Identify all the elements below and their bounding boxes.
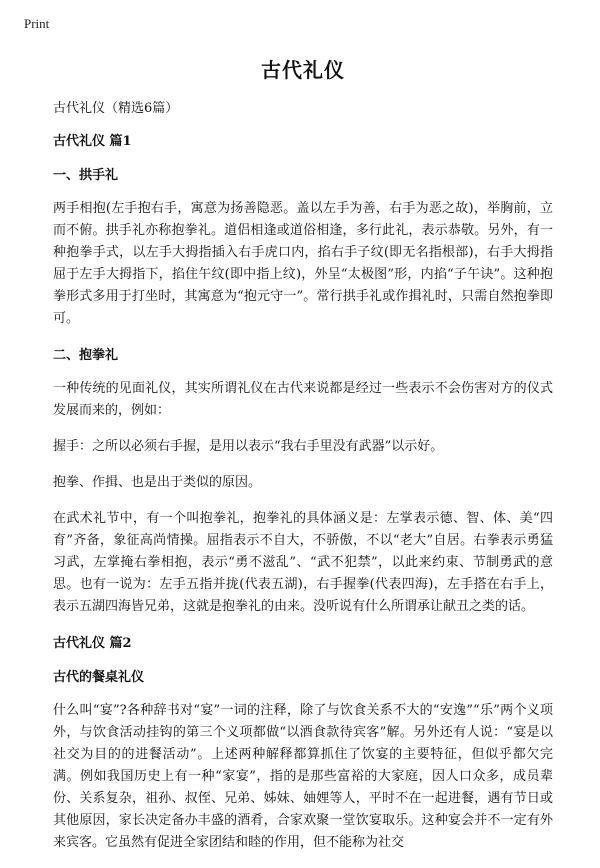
page-title: 古代礼仪 [261,58,345,82]
subsection-heading: 二、抱拳礼 [53,348,119,363]
paragraph: 两手相抱(左手抱右手，寓意为扬善隐恶。盖以左手为善，右手为恶之故)，举胸前，立而不俯。拱手礼亦称抱拳礼。道侣相逢或道俗相逢，多行此礼，表示恭敬。另外，有一种抱拳手式，以左手大拇指插入右手虎口内，掐右手子纹(即无名指根部)，右手大拇指屈于左手大拇指下，掐住午纹(即中指上纹)，外呈“太极图”形，内掐“子午诀”。这种抱拳形式多用于打坐时，其寓意为“抱元守一”。常行拱手礼或作揖礼时，只需自然抱拳即可。 [53,201,553,326]
subsection-heading: 古代的餐桌礼仪 [53,670,145,685]
paragraph: 在武术礼节中，有一个叫抱拳礼，抱拳礼的具体涵义是：左掌表示德、智、体、美“四育”齐备，象征高尚情操。屈指表示不自大，不骄傲，不以“老大”自居。右拳表示勇猛习武，左掌掩右拳相抱，表示“勇不滋乱”、“武不犯禁”，以此来约束、节制勇武的意思。也有一说为：左手五指并拢(代表五湖)，右手握拳(代表四海)，左手搭在右手上，表示五湖四海皆兄弟，这就是抱拳礼的由来。没听说有什么所谓承让献丑之类的话。 [53,511,553,614]
print-link[interactable]: Print [24,16,50,31]
section-heading: 古代礼仪 篇2 [53,636,132,651]
document-body [53,54,553,868]
paragraph: 抱拳、作揖、也是出于类似的原因。 [53,475,262,490]
document-intro: 古代礼仪（精选6篇） [53,101,179,116]
paragraph: 什么叫“宴”?各种辞书对“宴”一词的注释，除了与饮食关系不大的“安逸”“乐”两个义项外，与饮食活动挂钩的第三个义项都做“以酒食款待宾客”解。另外还有人说：“宴是以社交为目的的进餐活动”。上述两种解释都算抓住了饮宴的主要特征，但似乎都欠完满。例如我国历史上有一种“家宴”，指的是那些富裕的大家庭，因人口众多，成员辈份、关系复杂，祖孙、叔侄、兄弟、姊妹、妯娌等人，平时不在一起进餐，遇有节日或其他原因，家长决定备办丰盛的酒肴，合家欢聚一堂饮宴取乐。这种宴会并不一定有外来宾客。它虽然有促进全家团结和睦的作用，但不能称为社交 [53,703,553,850]
paragraph: 握手：之所以必须右手握，是用以表示“我右手里没有武器”以示好。 [53,439,444,454]
paragraph: 一种传统的见面礼仪，其实所谓礼仪在古代来说都是经过一些表示不会伤害对方的仪式发展而来的，例如： [53,381,553,418]
subsection-heading: 一、拱手礼 [53,168,119,183]
section-heading: 古代礼仪 篇1 [53,134,132,149]
